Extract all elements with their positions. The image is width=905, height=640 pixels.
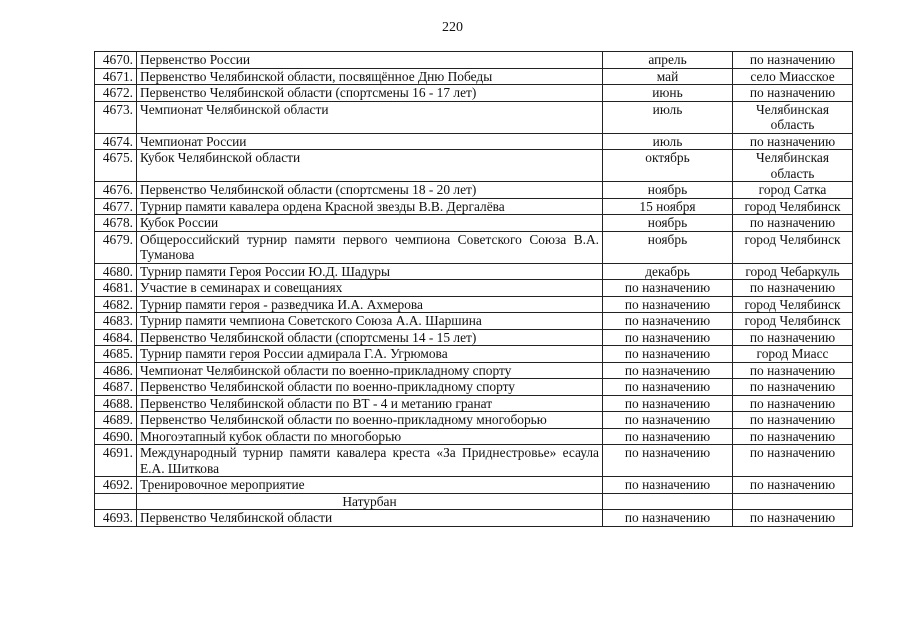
event-date <box>603 493 733 510</box>
event-number: 4682. <box>95 296 137 313</box>
event-number: 4675. <box>95 150 137 182</box>
table-row <box>95 198 853 215</box>
table-row <box>95 379 853 396</box>
event-date: июль <box>603 101 733 133</box>
table-row <box>95 412 853 429</box>
table-row <box>95 68 853 85</box>
table-row <box>95 362 853 379</box>
event-place: город Челябинск <box>733 231 853 263</box>
event-name: Турнир памяти чемпиона Советского Союза А.А. Шаршина <box>137 313 603 330</box>
event-date: по назначению <box>603 477 733 494</box>
event-number: 4684. <box>95 329 137 346</box>
event-date: по назначению <box>603 445 733 477</box>
event-place: город Миасс <box>733 346 853 363</box>
event-date: по назначению <box>603 329 733 346</box>
events-table-body <box>95 52 853 527</box>
event-number: 4671. <box>95 68 137 85</box>
event-place: по назначению <box>733 428 853 445</box>
event-place: Челябинская область <box>733 150 853 182</box>
event-number: 4677. <box>95 198 137 215</box>
event-name: Общероссийский турнир памяти первого чемпиона Советского Союза В.А. Туманова <box>137 231 603 263</box>
event-place: по назначению <box>733 445 853 477</box>
event-name: Чемпионат Челябинской области по военно-прикладному спорту <box>137 362 603 379</box>
table-row <box>95 510 853 527</box>
event-place: по назначению <box>733 215 853 232</box>
event-number: 4688. <box>95 395 137 412</box>
event-number <box>95 493 137 510</box>
event-date: июнь <box>603 85 733 102</box>
event-date: по назначению <box>603 280 733 297</box>
table-row <box>95 313 853 330</box>
table-row <box>95 263 853 280</box>
page-number: 220 <box>442 20 463 35</box>
event-number: 4685. <box>95 346 137 363</box>
event-place: по назначению <box>733 510 853 527</box>
table-row <box>95 231 853 263</box>
event-number: 4690. <box>95 428 137 445</box>
event-date: ноябрь <box>603 231 733 263</box>
event-number: 4692. <box>95 477 137 494</box>
table-row <box>95 101 853 133</box>
event-name: Первенство России <box>137 52 603 69</box>
event-place <box>733 493 853 510</box>
event-place: по назначению <box>733 329 853 346</box>
event-number: 4686. <box>95 362 137 379</box>
event-number: 4672. <box>95 85 137 102</box>
event-name: Первенство Челябинской области по военно-прикладному спорту <box>137 379 603 396</box>
event-name: Первенство Челябинской области <box>137 510 603 527</box>
event-date: 15 ноября <box>603 198 733 215</box>
event-name: Турнир памяти героя России адмирала Г.А. Угрюмова <box>137 346 603 363</box>
event-place: по назначению <box>733 362 853 379</box>
event-number: 4691. <box>95 445 137 477</box>
table-row <box>95 428 853 445</box>
event-place: село Миасское <box>733 68 853 85</box>
event-name: Турнир памяти героя - разведчика И.А. Ахмерова <box>137 296 603 313</box>
event-place: город Челябинск <box>733 313 853 330</box>
event-date: по назначению <box>603 395 733 412</box>
table-row <box>95 280 853 297</box>
event-place: город Сатка <box>733 182 853 199</box>
table-row <box>95 182 853 199</box>
table-row <box>95 395 853 412</box>
event-name: Первенство Челябинской области (спортсмены 14 - 15 лет) <box>137 329 603 346</box>
event-name: Тренировочное мероприятие <box>137 477 603 494</box>
event-number: 4681. <box>95 280 137 297</box>
table-row <box>95 477 853 494</box>
event-number: 4683. <box>95 313 137 330</box>
event-name: Первенство Челябинской области (спортсмены 16 - 17 лет) <box>137 85 603 102</box>
event-date: по назначению <box>603 346 733 363</box>
event-name: Кубок России <box>137 215 603 232</box>
events-table <box>94 51 853 527</box>
event-place: по назначению <box>733 379 853 396</box>
table-row <box>95 215 853 232</box>
event-date: декабрь <box>603 263 733 280</box>
event-number: 4678. <box>95 215 137 232</box>
table-row <box>95 329 853 346</box>
event-place: по назначению <box>733 477 853 494</box>
event-number: 4687. <box>95 379 137 396</box>
table-row <box>95 296 853 313</box>
event-number: 4670. <box>95 52 137 69</box>
event-name: Первенство Челябинской области по военно-прикладному многоборью <box>137 412 603 429</box>
section-title: Натурбан <box>137 493 603 510</box>
event-name: Турнир памяти кавалера ордена Красной звезды В.В. Дергалёва <box>137 198 603 215</box>
event-date: ноябрь <box>603 215 733 232</box>
event-name: Кубок Челябинской области <box>137 150 603 182</box>
event-place: город Челябинск <box>733 296 853 313</box>
event-date: октябрь <box>603 150 733 182</box>
table-row <box>95 346 853 363</box>
event-place: Челябинская область <box>733 101 853 133</box>
event-name: Первенство Челябинской области (спортсмены 18 - 20 лет) <box>137 182 603 199</box>
event-name: Турнир памяти Героя России Ю.Д. Шадуры <box>137 263 603 280</box>
event-place: по назначению <box>733 395 853 412</box>
event-name: Международный турнир памяти кавалера креста «За Приднестровье» есаула Е.А. Шиткова <box>137 445 603 477</box>
event-number: 4680. <box>95 263 137 280</box>
section-header-row <box>95 493 853 510</box>
event-date: июль <box>603 133 733 150</box>
event-date: по назначению <box>603 379 733 396</box>
event-number: 4679. <box>95 231 137 263</box>
table-row <box>95 445 853 477</box>
event-name: Чемпионат Челябинской области <box>137 101 603 133</box>
event-place: по назначению <box>733 52 853 69</box>
table-row <box>95 85 853 102</box>
event-name: Участие в семинарах и совещаниях <box>137 280 603 297</box>
event-place: по назначению <box>733 133 853 150</box>
event-place: по назначению <box>733 280 853 297</box>
event-name: Многоэтапный кубок области по многоборью <box>137 428 603 445</box>
event-date: по назначению <box>603 313 733 330</box>
event-number: 4673. <box>95 101 137 133</box>
event-date: ноябрь <box>603 182 733 199</box>
event-date: по назначению <box>603 510 733 527</box>
event-date: по назначению <box>603 296 733 313</box>
event-name: Первенство Челябинской области по ВТ - 4 и метанию гранат <box>137 395 603 412</box>
event-name: Первенство Челябинской области, посвящённое Дню Победы <box>137 68 603 85</box>
event-place: по назначению <box>733 412 853 429</box>
event-date: по назначению <box>603 428 733 445</box>
event-number: 4676. <box>95 182 137 199</box>
event-date: по назначению <box>603 362 733 379</box>
event-place: по назначению <box>733 85 853 102</box>
event-date: май <box>603 68 733 85</box>
table-row <box>95 150 853 182</box>
table-row <box>95 52 853 69</box>
event-number: 4693. <box>95 510 137 527</box>
event-place: город Челябинск <box>733 198 853 215</box>
event-number: 4674. <box>95 133 137 150</box>
table-row <box>95 133 853 150</box>
event-date: апрель <box>603 52 733 69</box>
event-place: город Чебаркуль <box>733 263 853 280</box>
event-name: Чемпионат России <box>137 133 603 150</box>
event-date: по назначению <box>603 412 733 429</box>
event-number: 4689. <box>95 412 137 429</box>
